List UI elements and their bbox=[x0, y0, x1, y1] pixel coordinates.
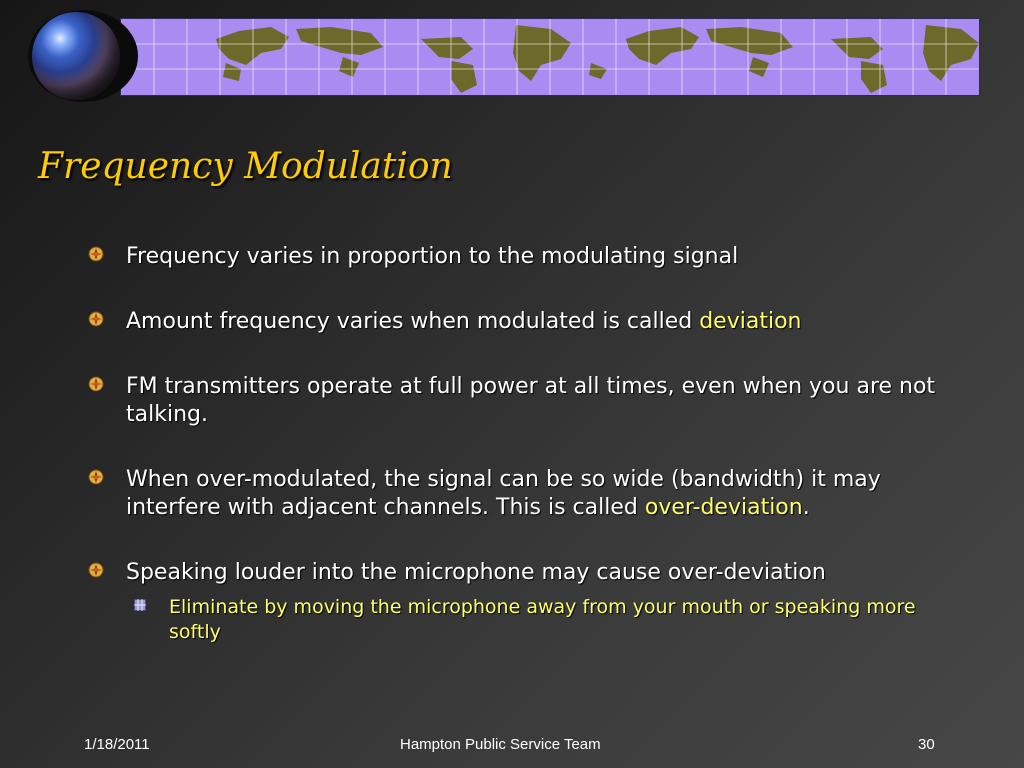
bullet-item bbox=[88, 373, 948, 429]
bullet-text: FM transmitters operate at full power at all times, even when you are not talking. bbox=[126, 374, 936, 427]
compass-bullet-icon bbox=[88, 376, 104, 392]
footer-page-number: 30 bbox=[918, 736, 935, 753]
grid-bullet-icon bbox=[134, 599, 146, 611]
bullet-list bbox=[88, 243, 948, 645]
bullet-text: When over-modulated, the signal can be so wide (bandwidth) it may interfere with adjacent channels. This is called bbox=[126, 467, 881, 520]
footer-date: 1/18/2011 bbox=[84, 736, 150, 753]
compass-bullet-icon bbox=[88, 311, 104, 327]
sub-bullet-item bbox=[134, 595, 948, 645]
footer-center: Hampton Public Service Team bbox=[400, 736, 601, 753]
sub-bullet-text: Eliminate by moving the microphone away from your mouth or speaking more softly bbox=[169, 596, 916, 643]
slide-title: Frequency Modulation bbox=[38, 146, 453, 187]
compass-bullet-icon bbox=[88, 562, 104, 578]
highlight-term: deviation bbox=[699, 309, 802, 334]
compass-bullet-icon bbox=[88, 469, 104, 485]
compass-bullet-icon bbox=[88, 246, 104, 262]
bullet-item bbox=[88, 243, 948, 271]
highlight-term: over-deviation bbox=[644, 495, 803, 520]
bullet-item bbox=[88, 466, 948, 522]
bullet-tail: . bbox=[802, 495, 810, 520]
bullet-text: Frequency varies in proportion to the modulating signal bbox=[126, 244, 739, 269]
globe-icon bbox=[32, 12, 120, 100]
bullet-item bbox=[88, 308, 948, 336]
bullet-text: Speaking louder into the microphone may cause over-deviation bbox=[126, 560, 826, 585]
bullet-item bbox=[88, 559, 948, 587]
bullet-text: Amount frequency varies when modulated is called bbox=[126, 309, 700, 334]
world-map-banner bbox=[120, 18, 980, 96]
